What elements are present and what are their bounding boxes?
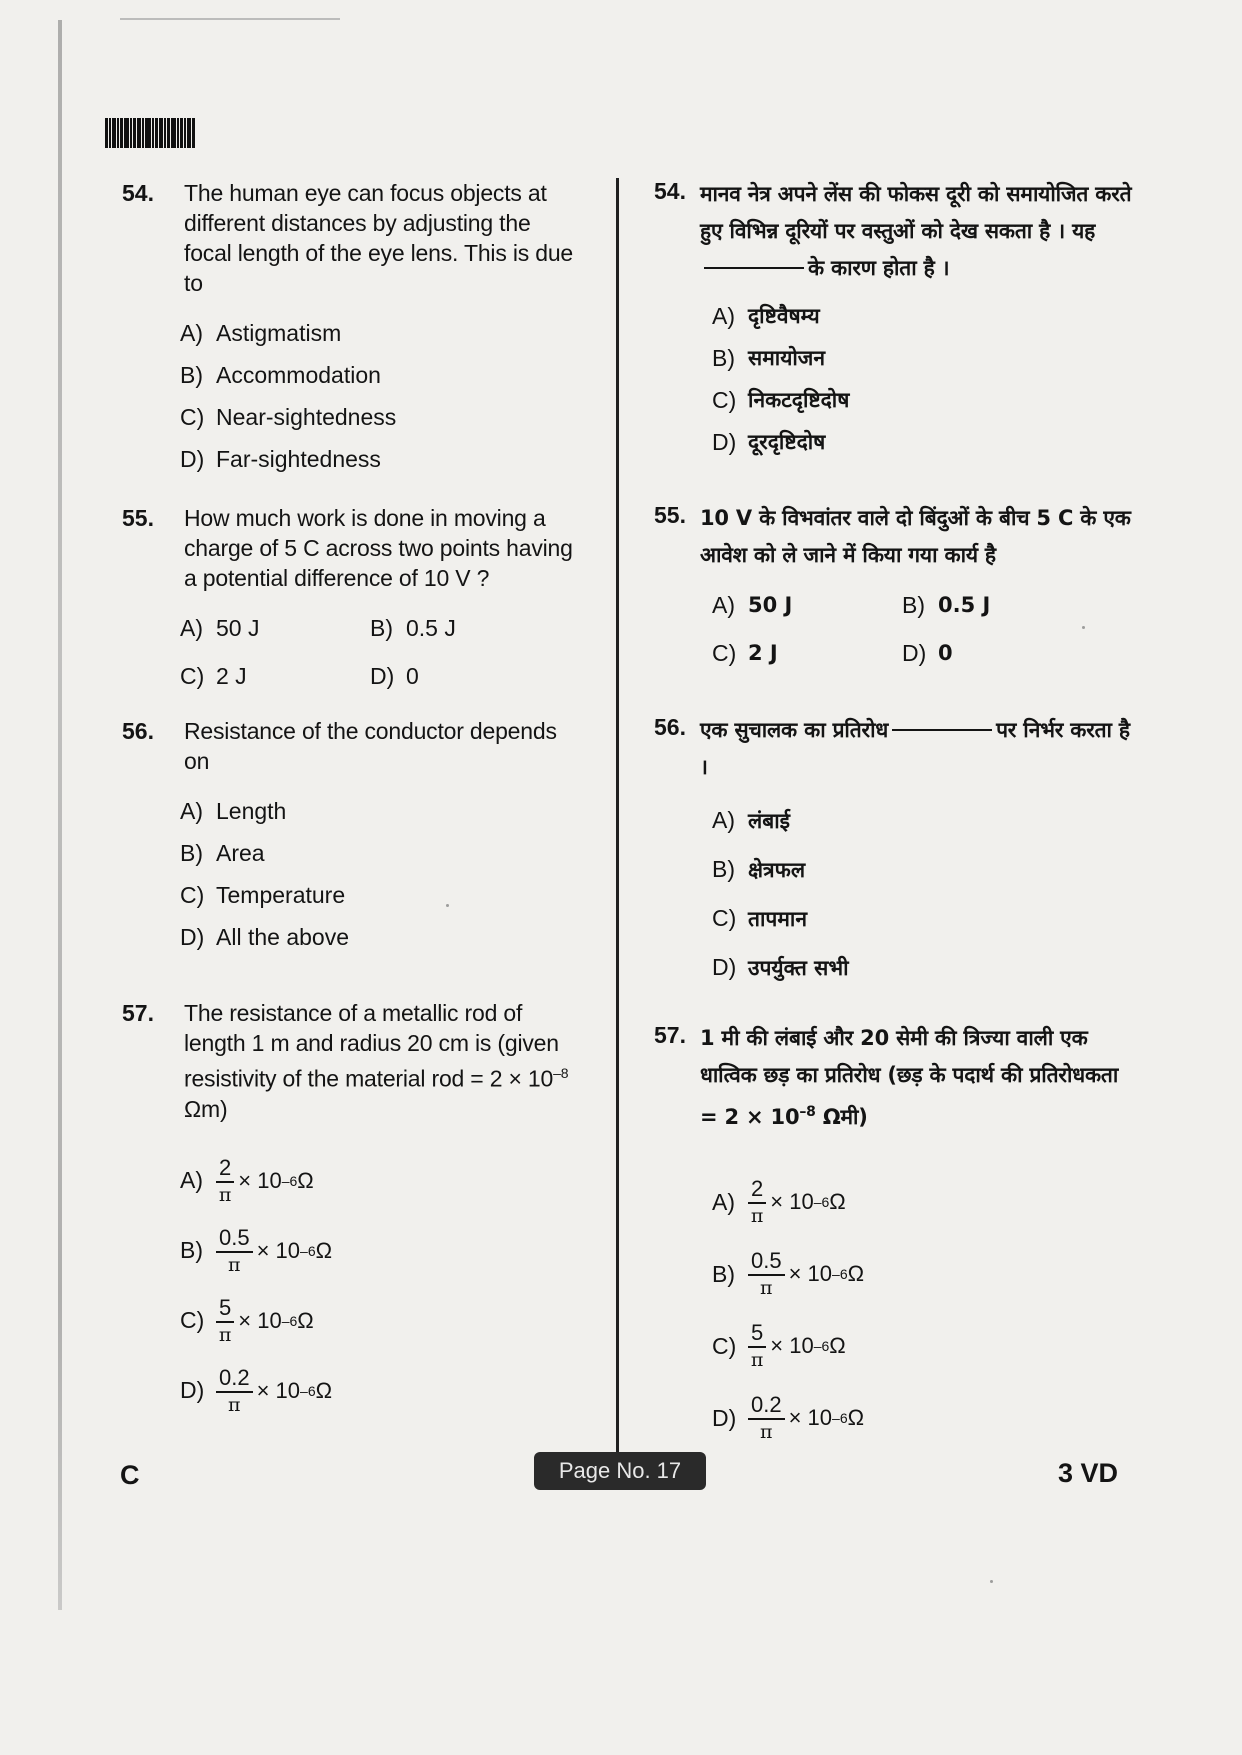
- binding-edge: [58, 20, 62, 1610]
- option-a: A) Length: [180, 797, 287, 824]
- question-text: 10 V के विभवांतर वाले दो बिंदुओं के बीच 5 C के एक आवेश को ले जाने में किया गया कार्य है: [700, 506, 1131, 567]
- option-b: B) Area: [180, 839, 265, 866]
- scan-speck: [990, 1580, 993, 1583]
- question-text: Resistance of the conductor depends on: [184, 718, 557, 774]
- option-d: D) All the above: [180, 923, 349, 950]
- option-a: A) दृष्टिवैषम्य: [712, 302, 820, 329]
- option-b: B) $\frac{0.5}{\pi}$ × 10 –6 Ω: [180, 1224, 333, 1276]
- question-text: The resistance of a metallic rod of length 1 m and radius 20 cm is (given resistivity of the material rod = $2 \times 10^{-8}$ Ωm): [184, 1000, 569, 1122]
- question-54-en: [122, 178, 582, 480]
- question-number: 56.: [122, 718, 154, 744]
- barcode: [105, 118, 223, 148]
- option-c: C) $\frac{5}{\pi}$ × 10 –6 Ω: [712, 1320, 846, 1371]
- question-number: 56.: [654, 714, 686, 740]
- question-54-hi: [654, 176, 1134, 463]
- question-56-en: [122, 716, 582, 958]
- column-divider: [616, 178, 619, 1468]
- option-a: A) 50 J: [180, 614, 260, 641]
- question-text: मानव नेत्र अपने लेंस की फोकस दूरी को समायोजित करते हुए विभिन्न दूरियों पर वस्तुओं को देख सकता है । यहके कारण होता है ।: [700, 182, 1132, 280]
- scan-mark: [120, 18, 340, 20]
- option-c: C) 2 J: [180, 662, 247, 689]
- option-d: D) 0: [370, 662, 419, 689]
- option-b: B) 0.5 J: [370, 614, 456, 641]
- option-a: A) Astigmatism: [180, 319, 342, 346]
- option-d: D) $\frac{0.2}{\pi}$ × 10 –6 Ω: [180, 1364, 333, 1416]
- option-b: B) Accommodation: [180, 361, 381, 388]
- paper-code: 3 VD: [1058, 1458, 1119, 1488]
- question-text: How much work is done in moving a charge of 5 C across two points having a potential difference of 10 V ?: [184, 505, 573, 591]
- question-number: 57.: [654, 1022, 686, 1048]
- option-a: A) लंबाई: [712, 807, 790, 833]
- option-b: B) क्षेत्रफल: [712, 856, 806, 882]
- option-a: A) $\frac{2}{\pi}$ × 10 –6 Ω: [180, 1154, 314, 1206]
- question-number: 54.: [654, 178, 686, 204]
- question-number: 57.: [122, 1000, 154, 1026]
- option-b: B) 0.5 J: [902, 591, 991, 618]
- question-55-hi: [654, 500, 1134, 674]
- page-number: Page No. 17: [534, 1452, 706, 1490]
- option-c: C) Near-sightedness: [180, 403, 397, 430]
- question-56-hi: [654, 712, 1134, 992]
- option-d: D) उपर्युक्त सभी: [712, 954, 849, 980]
- option-d: D) दूरदृष्टिदोष: [712, 428, 826, 455]
- question-number: 55.: [654, 502, 686, 528]
- question-55-en: [122, 503, 582, 697]
- option-d: D) 0: [902, 639, 953, 666]
- question-number: 54.: [122, 180, 154, 206]
- question-number: 55.: [122, 505, 154, 531]
- answer-blank: [704, 267, 804, 269]
- question-57-hi: [654, 1020, 1134, 1454]
- question-57-en: [122, 998, 582, 1426]
- question-text: 1 मी की लंबाई और 20 सेमी की त्रिज्या वाली एक धात्विक छड़ का प्रतिरोध (छड़ के पदार्थ की प्रतिरोधकता = $2 \times 10^{-8}$ Ωमी): [700, 1026, 1119, 1129]
- question-text: एक सुचालक का प्रतिरोध पर निर्भर करता है ।: [700, 718, 1130, 779]
- option-c: C) निकटदृष्टिदोष: [712, 386, 850, 413]
- option-c: C) Temperature: [180, 881, 346, 908]
- option-a: A) 50 J: [712, 591, 793, 618]
- scan-speck: [446, 904, 449, 907]
- option-b: B) समायोजन: [712, 344, 826, 371]
- option-c: C) $\frac{5}{\pi}$ × 10 –6 Ω: [180, 1294, 314, 1346]
- booklet-series: C: [120, 1460, 140, 1490]
- question-text: The human eye can focus objects at different distances by adjusting the focal length of the eye lens. This is due to: [184, 180, 574, 296]
- option-d: D) Far-sightedness: [180, 445, 381, 472]
- option-c: C) तापमान: [712, 905, 807, 931]
- scan-speck: [1082, 626, 1085, 629]
- option-c: C) 2 J: [712, 639, 778, 666]
- answer-blank: [892, 729, 992, 731]
- option-a: A) $\frac{2}{\pi}$ × 10 –6 Ω: [712, 1176, 846, 1227]
- option-b: B) $\frac{0.5}{\pi}$ × 10 –6 Ω: [712, 1248, 865, 1299]
- option-d: D) $\frac{0.2}{\pi}$ × 10 –6 Ω: [712, 1392, 865, 1443]
